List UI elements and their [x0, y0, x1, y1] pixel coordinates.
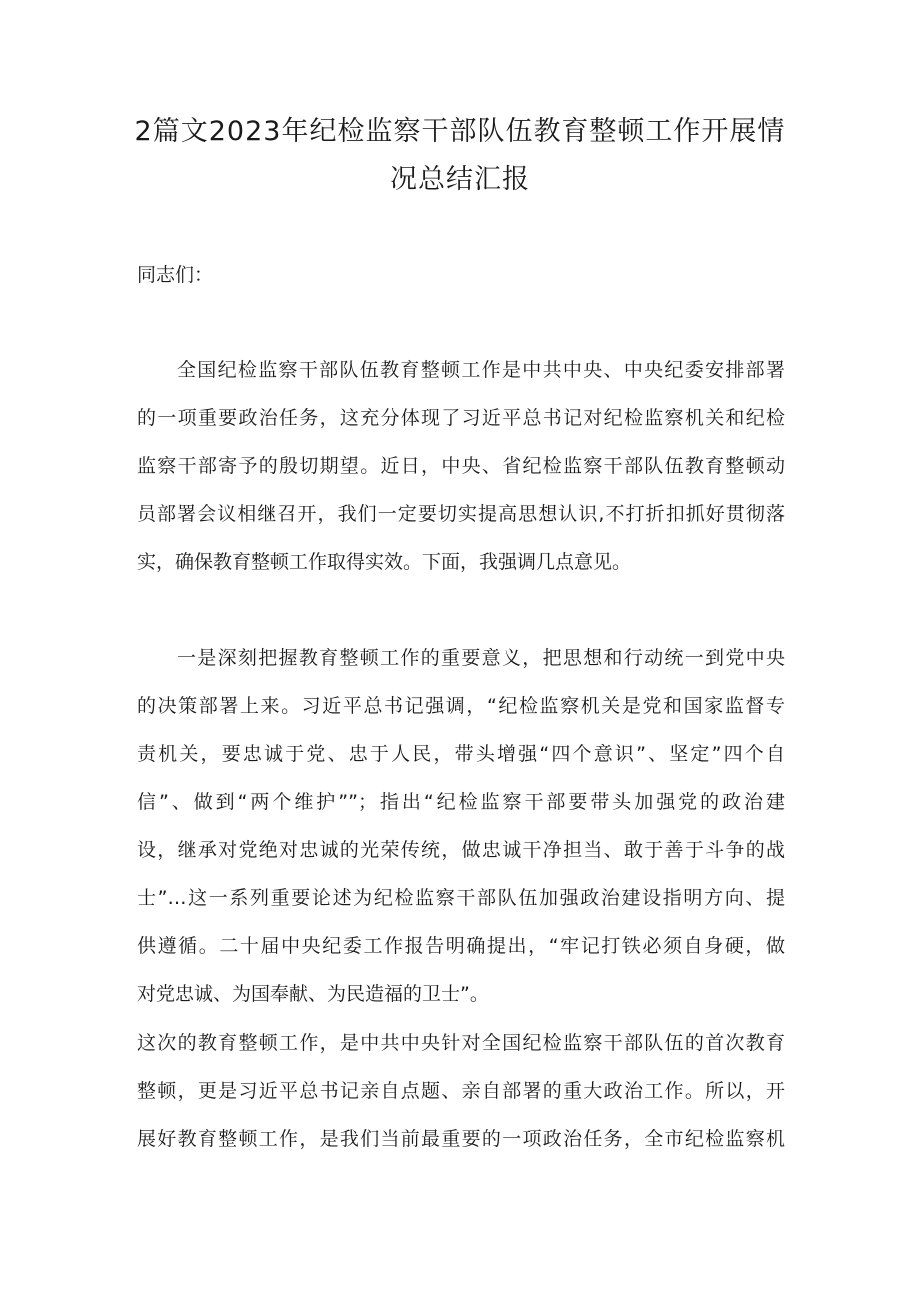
- paragraph-2-line: 的决策部署上来。习近平总书记强调，“纪检监察机关是党和国家监督专: [137, 695, 785, 717]
- paragraph-1-line: 员部署会议相继召开，我们一定要切实提高思想认识,不打折扣抓好贯彻落: [137, 503, 785, 525]
- paragraph-2-line: 责机关，要忠诚于党、忠于人民，带头增强“四个意识”、坚定”四个自: [137, 743, 785, 765]
- paragraph-1-line: 实，确保教育整顿工作取得实效。下面，我强调几点意见。: [137, 551, 632, 573]
- paragraph-2-line: 供遵循。二十届中央纪委工作报告明确提出，“牢记打铁必须自身硬，做: [137, 935, 785, 957]
- paragraph-2-line: 士”…这一系列重要论述为纪检监察干部队伍加强政治建设指明方向、提: [137, 887, 785, 909]
- paragraph-3-line: 展好教育整顿工作，是我们当前最重要的一项政治任务，全市纪检监察机: [137, 1128, 785, 1150]
- paragraph-1-line: 监察干部寄予的殷切期望。近日，中央、省纪检监察干部队伍教育整顿动: [137, 455, 785, 477]
- paragraph-3-line: 这次的教育整顿工作，是中共中央针对全国纪检监察干部队伍的首次教育: [137, 1032, 785, 1054]
- paragraph-2-line: 设，继承对党绝对忠诚的光荣传统，做忠诚干净担当、敢于善于斗争的战: [137, 839, 785, 861]
- paragraph-2-line: 一是深刻把握教育整顿工作的重要意义，把思想和行动统一到党中央: [177, 647, 785, 669]
- document-title: [130, 108, 790, 204]
- title-line-1: 2篇文2023年纪检监察干部队伍教育整顿工作开展情: [134, 116, 786, 147]
- paragraph-2-line: 对党忠诚、为国奉献、为民造福的卫士”。: [137, 983, 489, 1005]
- paragraph-1-line: 全国纪检监察干部队伍教育整顿工作是中共中央、中央纪委安排部署: [177, 359, 785, 381]
- title-line-2: 况总结汇报: [390, 164, 530, 195]
- paragraph-1-line: 的一项重要政治任务，这充分体现了习近平总书记对纪检监察机关和纪检: [137, 407, 785, 429]
- paragraph-3-line: 整顿，更是习近平总书记亲自点题、亲自部署的重大政治工作。所以，开: [137, 1080, 785, 1102]
- salutation: 同志们：: [137, 264, 214, 286]
- paragraph-2-line: 信”、做到“两个维护””；指出“纪检监察干部要带头加强党的政治建: [137, 791, 785, 813]
